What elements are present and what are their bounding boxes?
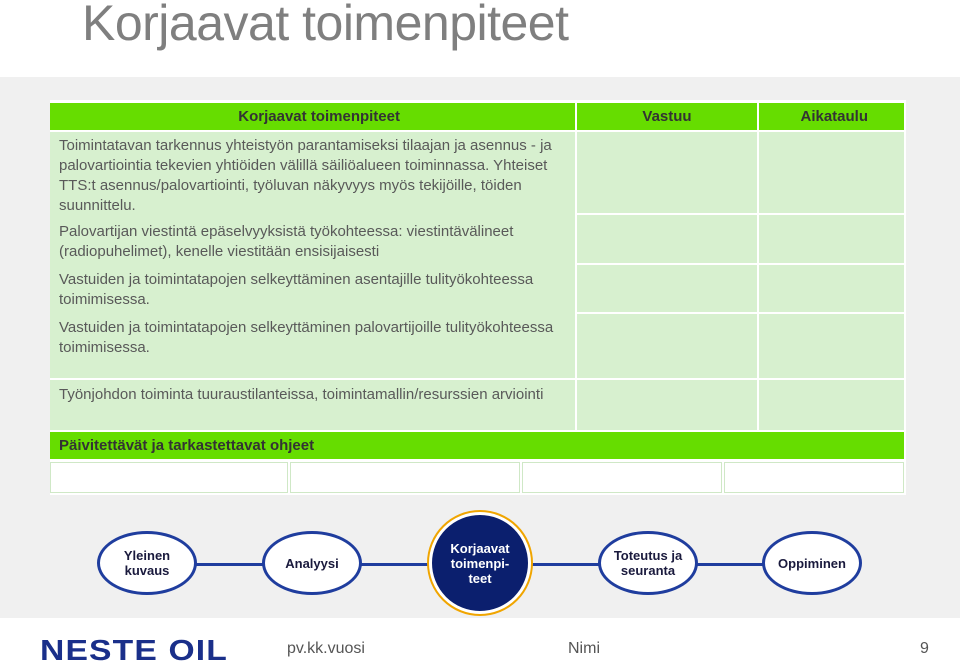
guideline-box-1 [50, 462, 288, 493]
guidelines-heading [50, 432, 904, 459]
guideline-box-2 [290, 462, 520, 493]
logo-text: NESTE OIL [40, 635, 228, 663]
responsibility-cell-5 [577, 380, 757, 430]
measure-text-2: Palovartijan viestintä epäselvyyksistä työkohteessa: viestintävälineet (radiopuhelimet), kenelle viestitään ensisijaisesti [59, 223, 514, 260]
stage-analysis[interactable] [262, 531, 362, 595]
stage-corrective-actions[interactable] [429, 512, 531, 614]
header-schedule [759, 103, 904, 130]
stage-label: Analyysi [285, 555, 339, 571]
stage-label: Toteutus ja seuranta [613, 548, 683, 578]
stage-learning[interactable] [762, 531, 862, 595]
guidelines-heading-label: Päivitettävät ja tarkastettavat ohjeet [59, 437, 315, 454]
header-measures [50, 103, 575, 130]
schedule-cell-4 [759, 314, 904, 378]
footer-name: Nimi [568, 640, 600, 657]
stage-implementation[interactable] [598, 531, 698, 595]
stage-general-description[interactable] [97, 531, 197, 595]
slide-title: Korjaavat toimenpiteet [82, 0, 569, 51]
responsibility-cell-2 [577, 215, 757, 263]
schedule-cell-3 [759, 265, 904, 312]
header-responsibility [577, 103, 757, 130]
header-measures-label: Korjaavat toimenpiteet [238, 108, 400, 125]
header-responsibility-label: Vastuu [642, 108, 692, 125]
stage-label: Korjaavat toimenpi-teet [450, 540, 510, 586]
responsibility-cell-1 [577, 132, 757, 213]
neste-oil-logo-mark [40, 635, 230, 663]
measure-text-3: Vastuiden ja toimintatapojen selkeyttäminen asentajille tulityökohteessa toimimisessa. [59, 271, 534, 308]
page-number: 9 [920, 640, 929, 657]
footer-date: pv.kk.vuosi [287, 640, 365, 657]
schedule-cell-2 [759, 215, 904, 263]
neste-oil-logo [40, 635, 230, 663]
measures-table [50, 100, 906, 495]
schedule-cell-1 [759, 132, 904, 213]
schedule-cell-5 [759, 380, 904, 430]
responsibility-cell-3 [577, 265, 757, 312]
measure-text-5: Työnjohdon toiminta tuuraustilanteissa, toimintamallin/resurssien arviointi [59, 386, 544, 403]
header-schedule-label: Aikataulu [800, 108, 868, 125]
guideline-box-4 [724, 462, 904, 493]
responsibility-cell-4 [577, 314, 757, 378]
stage-label: Yleinen kuvaus [123, 548, 171, 578]
stage-label: Oppiminen [778, 555, 846, 571]
measure-text-4: Vastuiden ja toimintatapojen selkeyttäminen palovartijoille tulityökohteessa toimimisessa. [59, 319, 554, 356]
guideline-box-3 [522, 462, 722, 493]
measure-text-1: Toimintatavan tarkennus yhteistyön parantamiseksi tilaajan ja asennus - ja palovartiointia tekevien yhtiöiden välillä säiliöalueen toiminnassa. Yhteiset TTS:t asennus/palovartiointi, työluvan näkyvyys myös tekijöille, töiden suunnittelu. [59, 137, 552, 214]
